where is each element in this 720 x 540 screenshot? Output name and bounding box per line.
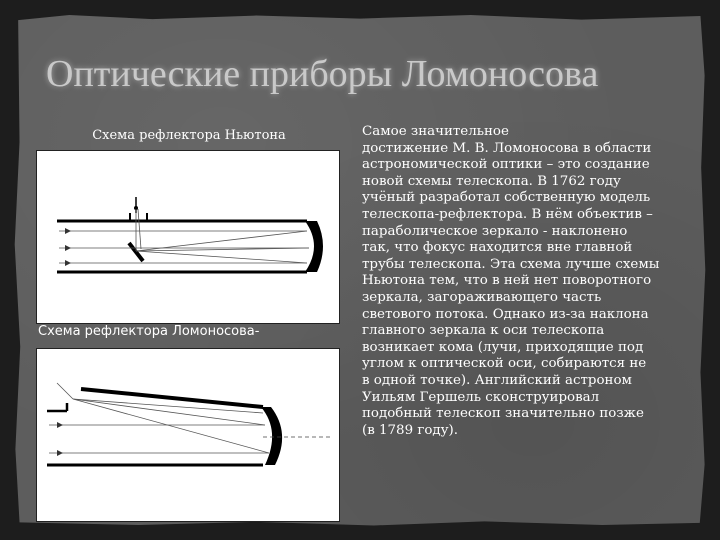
ray-arrows <box>65 228 71 266</box>
light-rays <box>49 383 269 453</box>
primary-mirror <box>305 221 323 272</box>
ray-arrows <box>57 422 63 456</box>
tilted-primary-mirror <box>261 407 282 465</box>
description-text: Самое значительное достижение М. В. Ломоносова в области астрономической оптики – это создание новой схемы телескопа. В 1762 году учёный разработал собственную модель телескопа-рефлектора. В нём объектив – параболическое зеркало - наклонено так, что фокус находится вне главной трубы телескопа. Эта схема лучше схемы Ньютона тем, что в ней нет поворотного зеркала, загораживающего часть светового потока. Однако из-за наклона главного зеркала к оси телескопа возникает кома (лучи, приходящие под углом к оптической оси, собираются не в одной точке). Английский астроном Уильям Гершель сконструировал подобный телескоп значительно позже (в 1789 году). <box>362 124 660 438</box>
lomonosov-reflector-svg <box>37 349 339 521</box>
light-rays <box>59 209 309 263</box>
newton-reflector-svg <box>37 151 339 323</box>
tube-top-wall <box>81 389 263 407</box>
lomonosov-reflector-diagram <box>36 348 340 522</box>
newton-reflector-caption: Схема рефлектора Ньютона <box>92 128 286 143</box>
newton-reflector-diagram <box>36 150 340 324</box>
slide-title: Оптические приборы Ломоносова <box>46 53 599 95</box>
lomonosov-reflector-caption: Схема рефлектора Ломоносова- <box>38 324 260 339</box>
